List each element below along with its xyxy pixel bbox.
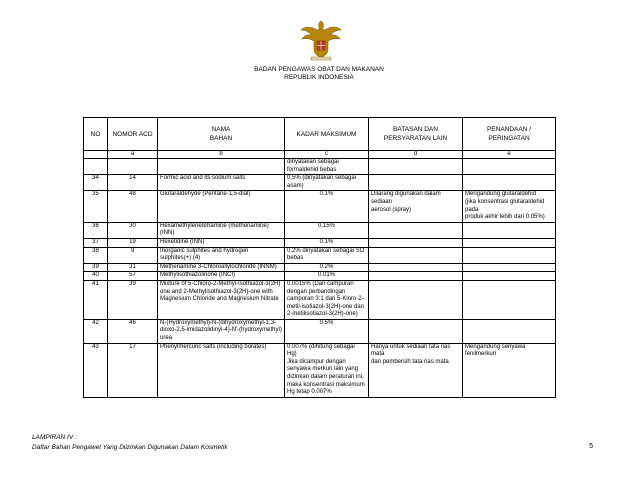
letter-row [84,151,556,159]
cell-name: Mixture of 5-Chloro-2-Methyl-Isothiazol-3(2H) one and 2-Methylisothiazol-3(2H)-one with Magnesium Chloride and Magnesium Nitrate [158,280,285,319]
cell-name: Hexetidine (INN) [158,238,285,247]
cell-kadar: 0.1% [285,238,369,247]
col-header-penandaan: PENANDAAN / PERINGATAN [463,118,556,151]
letter-cell: b [158,151,285,159]
col-header-acd: NOMOR ACD [108,118,158,151]
cell-batasan [369,263,463,272]
cell-penandaan [463,319,556,343]
table-row [84,191,556,222]
cell-name: N-(Hydroxymethyl)-N-(dihydroxymethyl-1,3- dioxo-2,5-imidazolidinyl-4)-N'-(hydroxymethyl) urea [158,319,285,343]
cell-name: Inorganic sulphites and hydrogen sulphites(+) (4) [158,247,285,263]
cell-penandaan [463,280,556,319]
cell-acd: 31 [108,263,158,272]
cell-batasan [369,238,463,247]
garuda-emblem-icon [299,18,343,62]
cell-no: 37 [84,238,108,247]
table-row [84,280,556,319]
footer-appendix-label: LAMPIRAN IV : [32,434,77,441]
cell-acd: 57 [108,272,158,281]
table-row [84,247,556,263]
cell-kadar: 0.0015% (Dari campuran dengan perbandingan campuran 3:1 dari 5-Kloro-2- metil-isotiazol-3(2H)-one dan 2-metilisotiazol-3(2H)-one) [285,280,369,319]
continuation-row [84,159,556,175]
cell-kadar: 0.1% [285,191,369,222]
agency-country: REPUBLIK INDONESIA [284,74,354,81]
cell-penandaan [463,175,556,191]
cell-penandaan: Mengandung senyawa fenilmerkuri [463,343,556,397]
table-row [84,238,556,247]
cell-no: 38 [84,247,108,263]
agency-name: BADAN PENGAWAS OBAT DAN MAKANAN [254,66,384,73]
cell-no: 39 [84,263,108,272]
cell-acd: 39 [108,280,158,319]
cell-name: Glutaraldehyde (Pentane-1,5-dial) [158,191,285,222]
table-row [84,319,556,343]
cell-penandaan [463,222,556,238]
cell-penandaan [463,263,556,272]
continuation-text: dinyatakan sebagai formaldehid bebas [285,159,369,175]
page-number: 5 [589,443,593,450]
cell-no: 41 [84,280,108,319]
letter-cell: e [463,151,556,159]
cell-penandaan [463,238,556,247]
cell-batasan [369,280,463,319]
cell-batasan: Dilarang digunakan dalam sediaan aerosol (spray) [369,191,463,222]
cell-no: 40 [84,272,108,281]
cell-no: 35 [84,191,108,222]
cell-no: 34 [84,175,108,191]
cell-acd: 30 [108,222,158,238]
cell-kadar: 0.15% [285,222,369,238]
table-row [84,222,556,238]
col-header-batasan: BATASAN DAN PERSYARATAN LAIN [369,118,463,151]
cell-no: 36 [84,222,108,238]
preservatives-table [83,117,556,398]
cell-name: Methenamine 3-Chloroallylochloride (INNM) [158,263,285,272]
col-header-name: NAMA BAHAN [158,118,285,151]
cell-no: 42 [84,319,108,343]
table-row [84,263,556,272]
cell-batasan [369,175,463,191]
table-row [84,175,556,191]
letter-cell [84,151,108,159]
table-row [84,343,556,397]
cell-name: Hexamethylenetetramine (methenamine) (INN) [158,222,285,238]
table-row [84,272,556,281]
cell-acd: 46 [108,319,158,343]
cell-batasan [369,247,463,263]
cell-batasan: Hanya untuk sediaan tata rias mata dan pembersih tata rias mata [369,343,463,397]
cell-kadar: 0.01% [285,272,369,281]
cell-kadar: 0.2% dinyatakan sebagai SO bebas [285,247,369,263]
cell-acd: 19 [108,238,158,247]
letter-cell: c [285,151,369,159]
cell-acd: 14 [108,175,158,191]
cell-kadar: 0.5% [285,319,369,343]
letter-cell: d [369,151,463,159]
cell-penandaan [463,247,556,263]
col-header-kadar: KADAR MAKSIMUM [285,118,369,151]
cell-kadar: 0.2% [285,263,369,272]
cell-no: 43 [84,343,108,397]
footer-document-title: Daftar Bahan Pengawet Yang Diizinkan Digunakan Dalam Kosmetik [32,444,228,451]
header-row [84,118,556,151]
cell-name: Methylisothiazolinone (INCI) [158,272,285,281]
cell-batasan [369,222,463,238]
cell-kadar: 0.5% (dinyatakan sebagai asam) [285,175,369,191]
cell-penandaan [463,272,556,281]
cell-batasan [369,272,463,281]
cell-batasan [369,319,463,343]
col-header-no: NO [84,118,108,151]
cell-name: Phenylmercuric salts (including borates) [158,343,285,397]
cell-name: Formic acid and its sodium salts [158,175,285,191]
cell-kadar: 0.007% (dihitung sebagai Hg) Jika dicampur dengan senyawa merkuri lain yang dizinkan dalam peraturan ini, maka konsentrasi maksimum Hg tetap 0.007% [285,343,369,397]
cell-penandaan: Mengandung glutaraldehid (jika konsentrasi glutaraldehid pada produk akhir lebih dari 0.05%) [463,191,556,222]
cell-acd: 9 [108,247,158,263]
cell-acd: 48 [108,191,158,222]
cell-acd: 17 [108,343,158,397]
letter-cell: a [108,151,158,159]
